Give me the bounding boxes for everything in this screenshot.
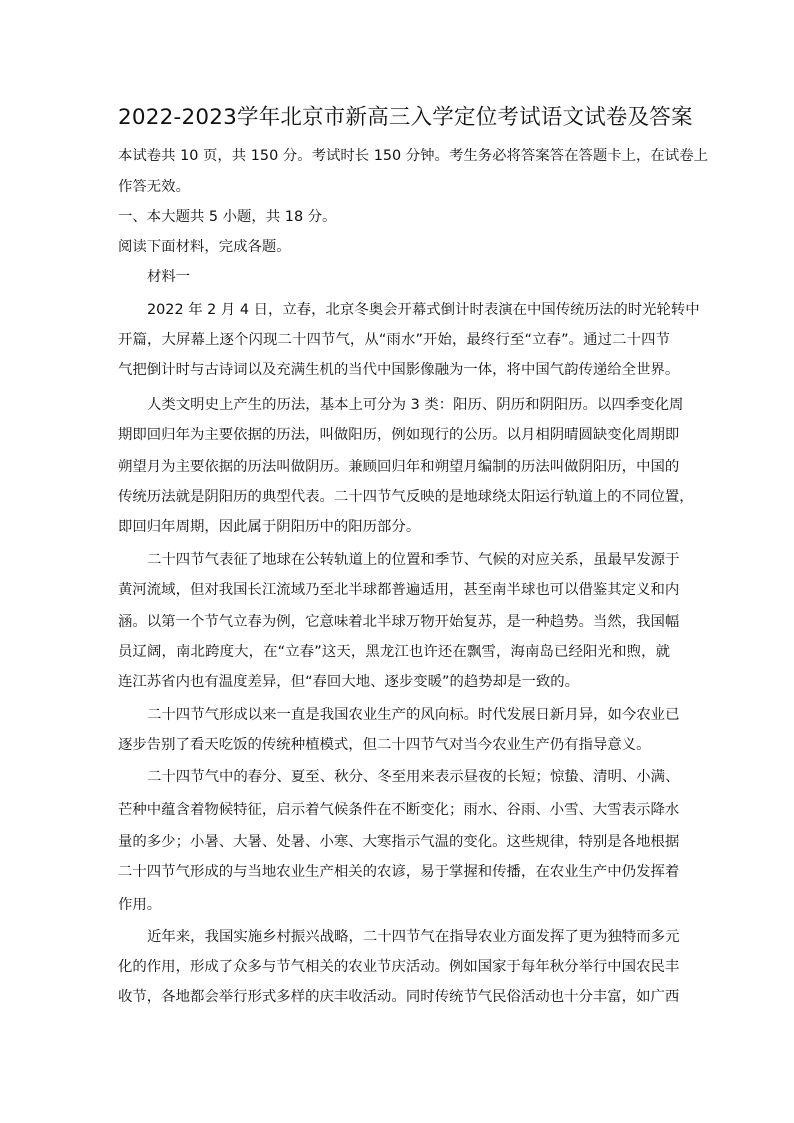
instructions-line-2: 作答无效。 — [118, 179, 190, 195]
paragraph-3-line-1: 二十四节气表征了地球在公转轨道上的位置和季节、气候的对应关系，虽最早发源于 — [147, 552, 680, 568]
paragraph-2-line-3: 朔望月为主要依据的历法叫做阴历。兼顾回归年和朔望月编制的历法叫做阴阳历，中国的 — [118, 459, 680, 475]
paragraph-2-line-2: 期即回归年为主要依据的历法，叫做阳历，例如现行的公历。以月相阴晴圆缺变化周期即 — [118, 427, 680, 443]
reading-directive: 阅读下面材料，完成各题。 — [118, 239, 291, 255]
paragraph-1-line-3: 气把倒计时与古诗词以及充满生机的当代中国影像融为一体，将中国气韵传递给全世界。 — [118, 362, 680, 378]
paragraph-5-line-1: 二十四节气中的春分、夏至、秋分、冬至用来表示昼夜的长短；惊蛰、清明、小满、 — [147, 769, 680, 785]
paragraph-6-line-3: 收节，各地都会举行形式多样的庆丰收活动。同时传统节气民俗活动也十分丰富，如广西 — [118, 989, 680, 1005]
paragraph-3-line-5: 连江苏省内也有温度差异，但“春回大地、逐步变暖”的趋势却是一致的。 — [118, 674, 580, 690]
paragraph-2-line-5: 即回归年周期，因此属于阴阳历中的阳历部分。 — [118, 519, 421, 535]
document-title: 2022-2023学年北京市新高三入学定位考试语文试卷及答案 — [118, 105, 693, 130]
instructions-line-1: 本试卷共 10 页，共 150 分。考试时长 150 分钟。考生务必将答案答在答题卡上，在试卷上 — [118, 148, 708, 164]
paragraph-3-line-2: 黄河流域，但对我国长江流域乃至北半球都普遍适用，甚至南半球也可以借鉴其定义和内 — [118, 582, 680, 598]
paragraph-4-line-1: 二十四节气形成以来一直是我国农业生产的风向标。时代发展日新月异，如今农业已 — [147, 707, 680, 723]
paragraph-2-line-4: 传统历法就是阴阳历的典型代表。二十四节气反映的是地球绕太阳运行轨道上的不同位置， — [118, 489, 694, 505]
paragraph-5-line-3: 量的多少；小暑、大暑、处暑、小寒、大寒指示气温的变化。这些规律，特别是各地根据 — [118, 834, 680, 850]
paragraph-4-line-2: 逐步告别了看天吃饭的传统种植模式，但二十四节气对当今农业生产仍有指导意义。 — [118, 737, 651, 753]
paragraph-1-line-1: 2022 年 2 月 4 日，立春，北京冬奥会开幕式倒计时表演在中国传统历法的时光轮转中 — [147, 302, 700, 318]
material-label: 材料一 — [147, 269, 191, 285]
paragraph-6-line-1: 近年来，我国实施乡村振兴战略，二十四节气在指导农业方面发挥了更为独特而多元 — [147, 929, 680, 945]
paragraph-2-line-1: 人类文明史上产生的历法，基本上可分为 3 类：阳历、阴历和阴阳历。以四季变化周 — [147, 397, 684, 413]
paragraph-6-line-2: 化的作用，形成了众多与节气相关的农业节庆活动。例如国家于每年秋分举行中国农民丰 — [118, 959, 680, 975]
paragraph-1-line-2: 开篇，大屏幕上逐个闪现二十四节气，从“雨水”开始，最终行至“立春”。通过二十四节 — [118, 332, 670, 348]
paragraph-3-line-4: 员辽阔，南北跨度大，在“立春”这天，黑龙江也许还在飘雪，海南岛已经阳光和煦，就 — [118, 644, 670, 660]
paragraph-5-line-4: 二十四节气形成的与当地农业生产相关的农谚，易于掌握和传播，在农业生产中仍发挥着 — [118, 864, 680, 880]
paragraph-3-line-3: 涵。以第一个节气立春为例，它意味着北半球万物开始复苏，是一种趋势。当然，我国幅 — [118, 614, 680, 630]
section-heading: 一、本大题共 5 小题，共 18 分。 — [118, 209, 337, 225]
paragraph-5-line-5: 作用。 — [118, 897, 162, 913]
paragraph-5-line-2: 芒种中蕴含着物候特征，启示着气候条件在不断变化；雨水、谷雨、小雪、大雪表示降水 — [118, 802, 680, 818]
